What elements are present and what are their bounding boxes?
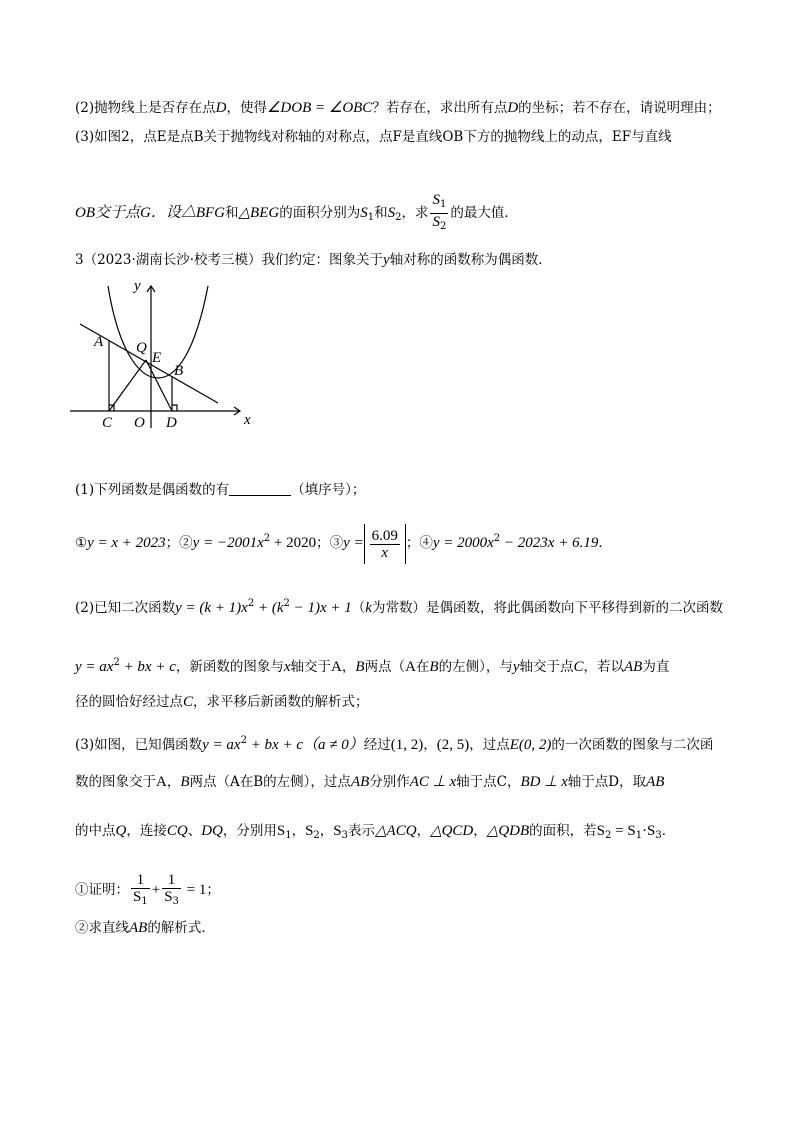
answer-blank[interactable] — [229, 481, 291, 496]
q3-part1-prompt: (1)下列函数是偶函数的有 （填序号）； — [75, 482, 366, 498]
q3-part2-line3: 径的圆恰好经过点C，求平移后新函数的解析式； — [75, 694, 369, 710]
label-b: B — [174, 363, 184, 379]
label-x: x — [244, 412, 251, 428]
label-y: y — [134, 278, 141, 294]
q3-line1: (3)如图2，点E是点B关于抛物线对称轴的对称点，点F是直线OB下方的抛物线上的动点，EF与直线 — [75, 129, 672, 145]
q3-part3-line3: 的中点Q，连接CQ、DQ，分别用$S_1$，$S_2$，$S_3$表示△ACQ，△QCD，△QDB的面积，若$S_2 = S_1\cdot S_3$． — [75, 823, 676, 841]
absolute-value: $\frac{6.09}{x}$ — [364, 524, 406, 564]
q3-part3-line2: 数的图象交于A，B两点（A在B的左侧），过点AB分别作AC ⊥ x轴于点C，BD ⊥ x轴于点D，取AB — [75, 774, 665, 790]
segment-dq — [146, 360, 172, 411]
question-3-header: 3（2023·湖南长沙·校考三模）我们约定：图象关于y轴对称的函数称为偶函数． — [75, 252, 552, 268]
q3-part3-line1: (3)如图，已知偶函数$y = ax^2$ + bx + c（a ≠ 0）经过(1, 2)，(2, 5)，过点E(0, 2)的一次函数的图象与二次函 — [75, 735, 714, 753]
right-angle-d — [172, 405, 177, 411]
q3-part2-line2: $y = ax^2$ + bx + c，新函数的图象与x轴交于A，B两点（A在B的左侧），与y轴交于点C，若以AB为直 — [75, 657, 670, 675]
q2-line: (2)抛物线上是否存在点D，使得∠DOB = ∠OBC？若存在，求出所有点D的坐标；若不存在，请说明理由； — [75, 100, 721, 116]
q3-part3-proof: ①证明： $\frac{1}{S_1}$ + $\frac{1}{S_3}$ = 1； — [75, 870, 220, 910]
q3-part3-ask: ②求直线AB的解析式． — [75, 920, 215, 936]
q3-line2: OB交于点G．设△BFG和△BEG的面积分别为$S_1$和$S_2$，求 $\frac{S_1}{S_2}$ 的最大值． — [75, 192, 518, 235]
fraction-s1-s2: $\frac{S_1}{S_2}$ — [432, 192, 447, 232]
segment-cq — [109, 360, 146, 411]
q3-part1-options: ①y = x + 2023；②y = $-2001x^2 + 2020$；③y = $\frac{6.09}{x}$ ；④y = $2000x^2 - 2023x + 6.19$． — [75, 519, 612, 564]
label-a: A — [94, 334, 104, 350]
fraction-1-over-s3: $\frac{1}{S_3}$ — [164, 871, 179, 907]
parabola-figure — [68, 278, 258, 438]
label-o: O — [134, 415, 145, 431]
label-d: D — [166, 415, 177, 431]
q3-part2-line1: (2)已知二次函数$y = (k + 1)x^2 + (k^2 - 1)x + 1(k$为常数）是偶函数，将此偶函数向下平移得到新的二次函数 — [75, 598, 723, 616]
label-c: C — [102, 415, 113, 431]
label-e: E — [152, 350, 162, 366]
label-q: Q — [136, 340, 147, 356]
fraction-1-over-s1: $\frac{1}{S_1}$ — [133, 871, 148, 907]
angle-equation: ∠DOB = ∠OBC — [266, 100, 373, 116]
